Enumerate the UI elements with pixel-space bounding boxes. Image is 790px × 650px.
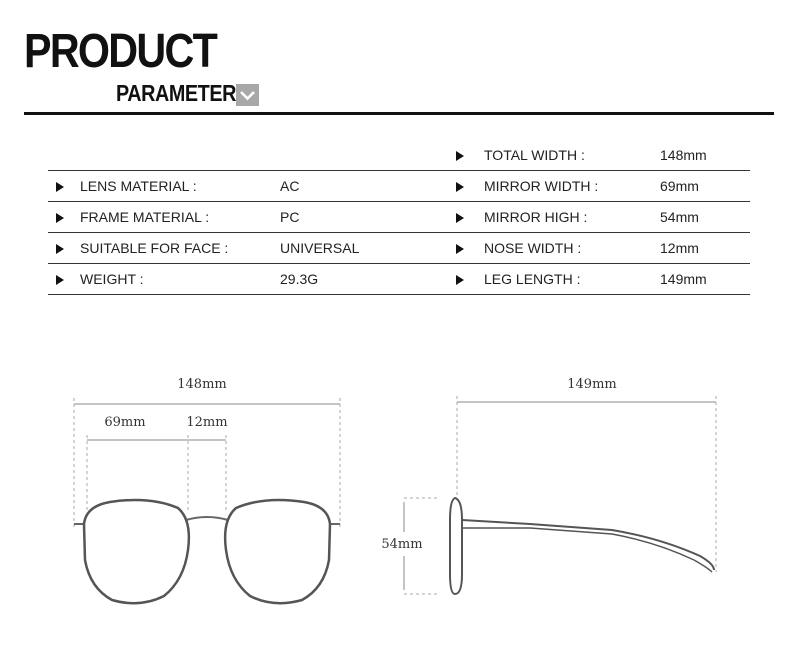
spec-label: LENS MATERIAL : bbox=[80, 178, 197, 194]
spec-value: 54mm bbox=[660, 209, 699, 225]
spec-label: FRAME MATERIAL : bbox=[80, 209, 210, 225]
chevron-down-glyph bbox=[236, 84, 259, 106]
bullet-triangle-icon bbox=[456, 151, 464, 161]
spec-value: PC bbox=[280, 209, 300, 225]
side-view bbox=[381, 377, 716, 594]
spec-row bbox=[48, 264, 750, 295]
spec-label: MIRROR HIGH : bbox=[484, 209, 588, 225]
spec-label: LEG LENGTH : bbox=[484, 271, 581, 287]
right-lens bbox=[225, 500, 330, 603]
side-lens bbox=[450, 498, 462, 594]
spec-label: TOTAL WIDTH : bbox=[484, 147, 585, 163]
bullet-triangle-icon bbox=[56, 182, 64, 192]
bullet-triangle-icon bbox=[456, 213, 464, 223]
bullet-triangle-icon bbox=[456, 244, 464, 254]
temple-arm-bottom bbox=[462, 528, 712, 572]
bullet-triangle-icon bbox=[456, 275, 464, 285]
lens-width-label: 69mm bbox=[104, 415, 146, 430]
page-subtitle: PARAMETER bbox=[116, 80, 236, 106]
bridge bbox=[186, 517, 228, 520]
lens-height-label: 54mm bbox=[381, 537, 423, 552]
total-width-label: 148mm bbox=[177, 377, 227, 392]
header-divider bbox=[24, 112, 774, 115]
nose-width-label: 12mm bbox=[186, 415, 228, 430]
spec-value: 148mm bbox=[660, 147, 707, 163]
spec-value: 69mm bbox=[660, 178, 699, 194]
spec-label: WEIGHT : bbox=[80, 271, 144, 287]
spec-value: 29.3G bbox=[280, 271, 319, 287]
leg-length-label: 149mm bbox=[567, 377, 617, 392]
left-lens bbox=[84, 500, 189, 603]
spec-value: AC bbox=[280, 178, 300, 194]
spec-label: NOSE WIDTH : bbox=[484, 240, 582, 256]
spec-table bbox=[48, 140, 750, 295]
spec-label: SUITABLE FOR FACE : bbox=[80, 240, 229, 256]
bullet-triangle-icon bbox=[456, 182, 464, 192]
spec-value: UNIVERSAL bbox=[280, 240, 360, 256]
front-view bbox=[74, 377, 340, 603]
spec-row bbox=[48, 233, 750, 264]
bullet-triangle-icon bbox=[56, 213, 64, 223]
bullet-triangle-icon bbox=[56, 244, 64, 254]
spec-label: MIRROR WIDTH : bbox=[484, 178, 599, 194]
spec-row bbox=[48, 202, 750, 233]
spec-value: 149mm bbox=[660, 271, 707, 287]
page-title: PRODUCT bbox=[24, 25, 217, 78]
glasses-dimension-diagram bbox=[0, 360, 790, 650]
spec-row bbox=[48, 140, 750, 171]
bullet-triangle-icon bbox=[56, 275, 64, 285]
spec-value: 12mm bbox=[660, 240, 699, 256]
spec-row bbox=[48, 171, 750, 202]
chevron-down-icon bbox=[236, 84, 259, 106]
